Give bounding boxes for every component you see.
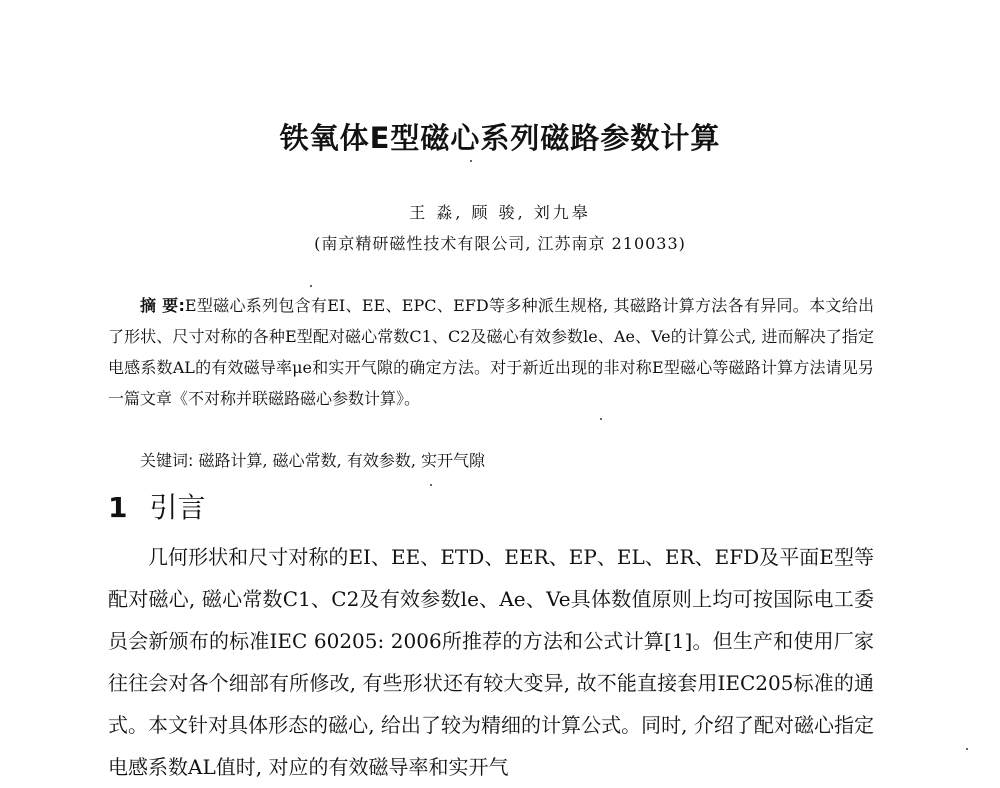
abstract-paragraph <box>108 290 874 414</box>
keywords-line <box>140 445 485 476</box>
section-heading <box>108 486 206 526</box>
scan-speck <box>310 285 312 287</box>
scan-speck <box>430 484 432 486</box>
paper-affiliation: (南京精研磁性技术有限公司, 江苏南京 210033) <box>314 234 686 253</box>
scan-speck <box>600 418 602 420</box>
keywords-text: 磁路计算, 磁心常数, 有效参数, 实开气隙 <box>198 451 486 470</box>
scan-speck <box>966 748 968 750</box>
paper-title: 铁氧体E型磁心系列磁路参数计算 <box>279 121 721 155</box>
body-paragraph: 几何形状和尺寸对称的EI、EE、ETD、EER、EP、EL、ER、EFD及平面E型等配对磁心, 磁心常数C1、C2及有效参数le、Ae、Ve具体数值原则上均可按国际电工委员会新颁布的标准IEC 60205: 2006所推荐的方法和公式计算[1]。但生产和使用厂家往往会对各个细部有所修改, 有些形状还有较大变异, 故不能直接套用IEC205标准的通式。本文针对具体形态的磁心, 给出了较为精细的计算公式。同时, 介绍了配对磁心指定电感系数AL值时, 对应的有效磁导率和实开气 <box>108 545 874 779</box>
abstract-label: 摘 要: <box>140 296 185 315</box>
paper-authors: 王 淼, 顾 骏, 刘九皋 <box>409 203 591 222</box>
section-number: 1 <box>108 491 128 524</box>
section-title: 引言 <box>149 491 206 524</box>
scan-speck <box>470 160 472 162</box>
abstract-text: E型磁心系列包含有EI、EE、EPC、EFD等多种派生规格, 其磁路计算方法各有异同。本文给出了形状、尺寸对称的各种E型配对磁心常数C1、C2及磁心有效参数le、Ae、Ve的计算公式, 进而解决了指定电感系数AL的有效磁导率μe和实开气隙的确定方法。对于新近出现的非对称E型磁心等磁路计算方法请见另一篇文章《不对称并联磁路磁心参数计算》。 <box>108 296 874 408</box>
keywords-label: 关键词: <box>140 451 194 470</box>
